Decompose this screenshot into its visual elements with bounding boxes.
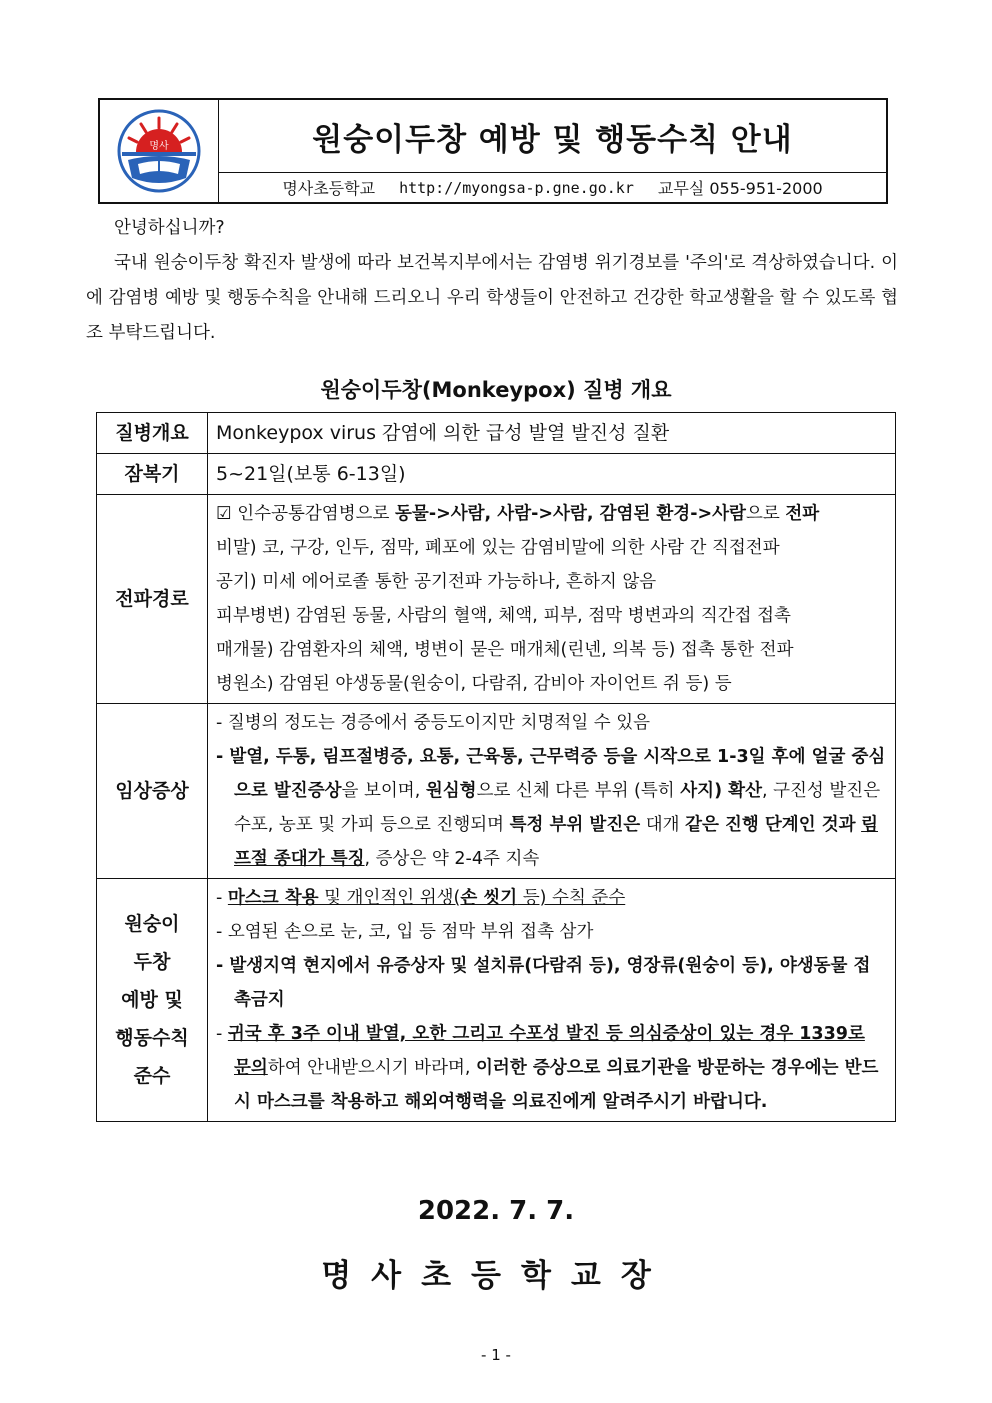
row-value-prevention [208, 879, 896, 1122]
row-value-incubation: 5~21일(보통 6-13일) [208, 454, 896, 495]
school-emblem-icon [116, 108, 202, 194]
page-title: 원숭이두창 예방 및 행동수칙 안내 [219, 100, 886, 173]
school-name: 명사초등학교 [282, 179, 376, 198]
document-date: 2022. 7. 7. [417, 1196, 575, 1226]
row-value-transmission [208, 495, 896, 704]
page-number: - 1 - [481, 1346, 511, 1364]
document-header [98, 98, 888, 204]
list-item: - 마스크 착용 및 개인적인 위생(손 씻기 등) 수칙 준수 [216, 888, 626, 908]
row-value-symptoms [208, 704, 896, 879]
transmission-lead: ☑ 인수공통감염병으로 동물->사람, 사람->사람, 감염된 환경->사람으로 전파 [216, 504, 820, 524]
row-label-incubation: 잠복기 [97, 454, 208, 495]
row-label-symptoms: 임상증상 [97, 704, 208, 879]
row-label-transmission: 전파경로 [97, 495, 208, 704]
list-item: - 발열, 두통, 림프절병증, 요통, 근육통, 근무력증 등을 시작으로 1-3일 후에 얼굴 중심으로 발진증상을 보이며, 원심형으로 신체 다른 부위 (특히 사지) 확산, 구진성 발진은 수포, 농포 및 가피 등으로 진행되며 특정 부위 발진은 대개 같은 진행 단계인 것과 림프절 종대가 특징, 증상은 약 2-4주 지속 [216, 747, 886, 869]
greeting: 안녕하십니까? [114, 218, 225, 238]
row-label-prevention: 원숭이 두창 예방 및 행동수칙 준수 [97, 879, 208, 1122]
list-item: 병원소) 감염된 야생동물(원숭이, 다람쥐, 감비아 자이언트 쥐 등) 등 [216, 674, 732, 694]
list-item: - 귀국 후 3주 이내 발열, 오한 그리고 수포성 발진 등 의심증상이 있는 경우 1339로 문의하여 안내받으시기 바라며, 이러한 증상으로 의료기관을 방문하는 경우에는 반드시 마스크를 착용하고 해외여행력을 의료진에게 알려주시기 바랍니다. [216, 1024, 879, 1112]
checkbox-icon: ☑ [216, 504, 232, 524]
list-item: - 질병의 정도는 경증에서 중등도이지만 치명적일 수 있음 [216, 713, 651, 733]
disease-overview-table [96, 412, 896, 1122]
list-item: 공기) 미세 에어로졸 통한 공기전파 가능하나, 흔하지 않음 [216, 572, 657, 592]
school-url[interactable]: http://myongsa-p.gne.go.kr [399, 178, 634, 197]
row-value-overview: Monkeypox virus 감염에 의한 급성 발열 발진성 질환 [208, 413, 896, 454]
section-title: 원숭이두창(Monkeypox) 질병 개요 [320, 378, 672, 402]
office-phone: 교무실 055-951-2000 [657, 179, 823, 198]
signer-title: 명사초등학교장 [321, 1258, 671, 1294]
table-row [97, 495, 896, 704]
row-label-overview: 질병개요 [97, 413, 208, 454]
table-row [97, 879, 896, 1122]
list-item: - 발생지역 현지에서 유증상자 및 설치류(다람쥐 등), 영장류(원숭이 등), 야생동물 접촉금지 [216, 956, 871, 1010]
intro-body: 국내 원숭이두창 확진자 발생에 따라 보건복지부에서는 감염병 위기경보를 '주의'로 격상하였습니다. 이에 감염병 예방 및 행동수칙을 안내해 드리오니 우리 학생들이 안전하고 건강한 학교생활을 할 수 있도록 협조 부탁드립니다. [86, 253, 898, 343]
list-item: 매개물) 감염환자의 체액, 병변이 묻은 매개체(린넨, 의복 등) 접촉 통한 전파 [216, 640, 794, 660]
intro-text [86, 211, 898, 351]
table-row [97, 704, 896, 879]
list-item: 피부병변) 감염된 동물, 사람의 혈액, 체액, 피부, 점막 병변과의 직간접 접촉 [216, 606, 791, 626]
school-info [219, 173, 886, 202]
school-logo [100, 100, 219, 202]
list-item: - 오염된 손으로 눈, 코, 입 등 점막 부위 접촉 삼가 [216, 922, 594, 942]
table-row [97, 454, 896, 495]
list-item: 비말) 코, 구강, 인두, 점막, 폐포에 있는 감염비말에 의한 사람 간 직접전파 [216, 538, 780, 558]
svg-text:명사: 명사 [149, 141, 169, 152]
table-row [97, 413, 896, 454]
